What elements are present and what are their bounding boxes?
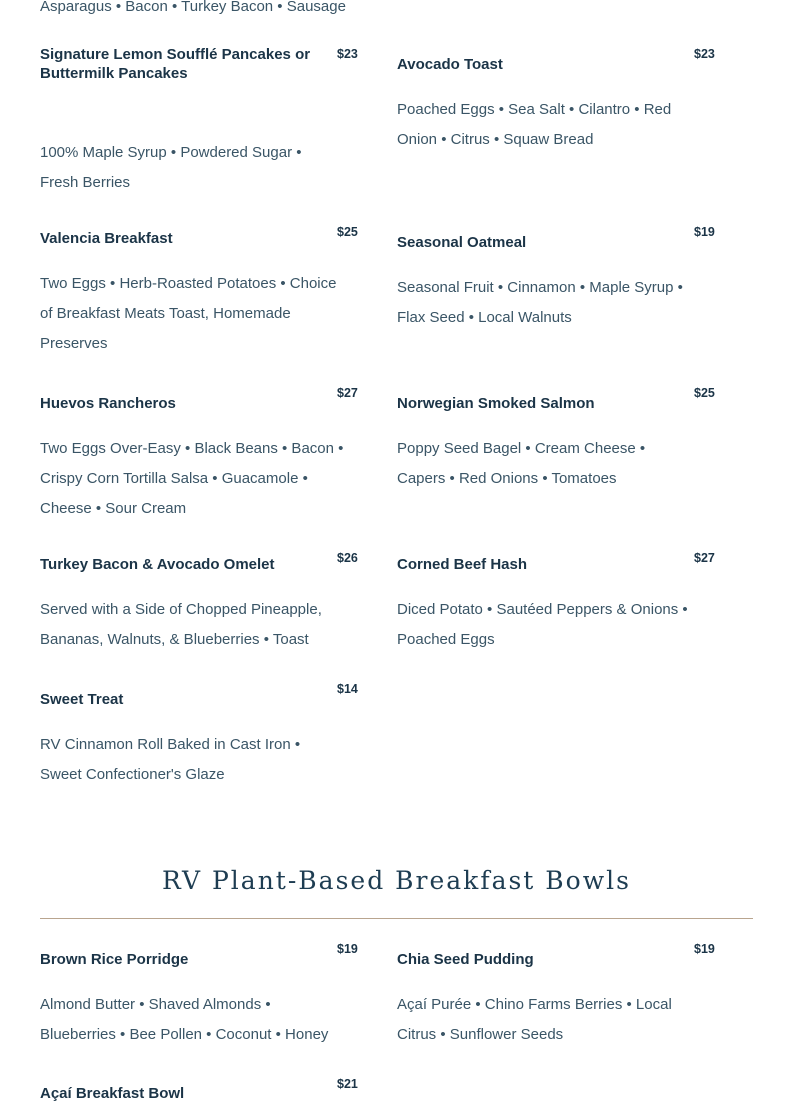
section-divider xyxy=(40,918,753,919)
menu-item-name: Seasonal Oatmeal xyxy=(397,234,527,251)
menu-item-price: $19 xyxy=(337,942,358,956)
menu-item-name: Brown Rice Porridge xyxy=(40,951,189,968)
menu-item-description: Açaí Purée • Chino Farms Berries • Local Citrus • Sunflower Seeds xyxy=(397,996,672,1043)
previous-item-description: Asparagus • Bacon • Turkey Bacon • Sausage xyxy=(40,0,346,15)
menu-item-price: $27 xyxy=(337,386,358,400)
section-title: RV Plant-Based Breakfast Bowls xyxy=(162,866,631,895)
menu-item-description: Seasonal Fruit • Cinnamon • Maple Syrup • Flax Seed • Local Walnuts xyxy=(397,279,683,326)
menu-item-name: Açaí Breakfast Bowl xyxy=(40,1085,185,1102)
menu-item-description: 100% Maple Syrup • Powdered Sugar • Fresh Berries xyxy=(40,144,302,191)
menu-item-name: Avocado Toast xyxy=(397,56,503,73)
menu-item-name: Turkey Bacon & Avocado Omelet xyxy=(40,556,275,573)
menu-item-description: Almond Butter • Shaved Almonds • Blueberries • Bee Pollen • Coconut • Honey xyxy=(40,996,329,1043)
menu-item-description: Poached Eggs • Sea Salt • Cilantro • Red Onion • Citrus • Squaw Bread xyxy=(397,101,672,148)
menu-item-name: Sweet Treat xyxy=(40,691,124,708)
menu-item-price: $27 xyxy=(694,551,715,565)
menu-item-description: RV Cinnamon Roll Baked in Cast Iron • Sweet Confectioner's Glaze xyxy=(40,736,301,783)
menu-item-name: Chia Seed Pudding xyxy=(397,951,534,968)
menu-item-description: Poppy Seed Bagel • Cream Cheese • Capers • Red Onions • Tomatoes xyxy=(397,440,646,487)
menu-item-name: Signature Lemon Soufflé Pancakes or Buttermilk Pancakes xyxy=(40,46,311,82)
menu-item-description: Served with a Side of Chopped Pineapple, Bananas, Walnuts, & Blueberries • Toast xyxy=(40,601,322,648)
menu-item-price: $23 xyxy=(337,47,358,61)
menu-item-price: $25 xyxy=(694,386,715,400)
menu-item-price: $25 xyxy=(337,225,358,239)
menu-item-price: $19 xyxy=(694,225,715,239)
menu-item-name: Valencia Breakfast xyxy=(40,230,173,247)
menu-item-price: $14 xyxy=(337,682,358,696)
menu-item-name: Huevos Rancheros xyxy=(40,395,176,412)
menu-item-price: $26 xyxy=(337,551,358,565)
menu-item-description: Two Eggs Over-Easy • Black Beans • Bacon • Crispy Corn Tortilla Salsa • Guacamole • Cheese • Sour Cream xyxy=(40,440,344,517)
menu-item-description: Two Eggs • Herb-Roasted Potatoes • Choice of Breakfast Meats Toast, Homemade Preserves xyxy=(40,275,337,352)
menu-item-price: $21 xyxy=(337,1077,358,1091)
menu-item-name: Norwegian Smoked Salmon xyxy=(397,395,595,412)
menu-item-name: Corned Beef Hash xyxy=(397,556,528,573)
menu-item-description: Diced Potato • Sautéed Peppers & Onions • Poached Eggs xyxy=(397,601,688,648)
menu-item-price: $19 xyxy=(694,942,715,956)
menu-item-price: $23 xyxy=(694,47,715,61)
